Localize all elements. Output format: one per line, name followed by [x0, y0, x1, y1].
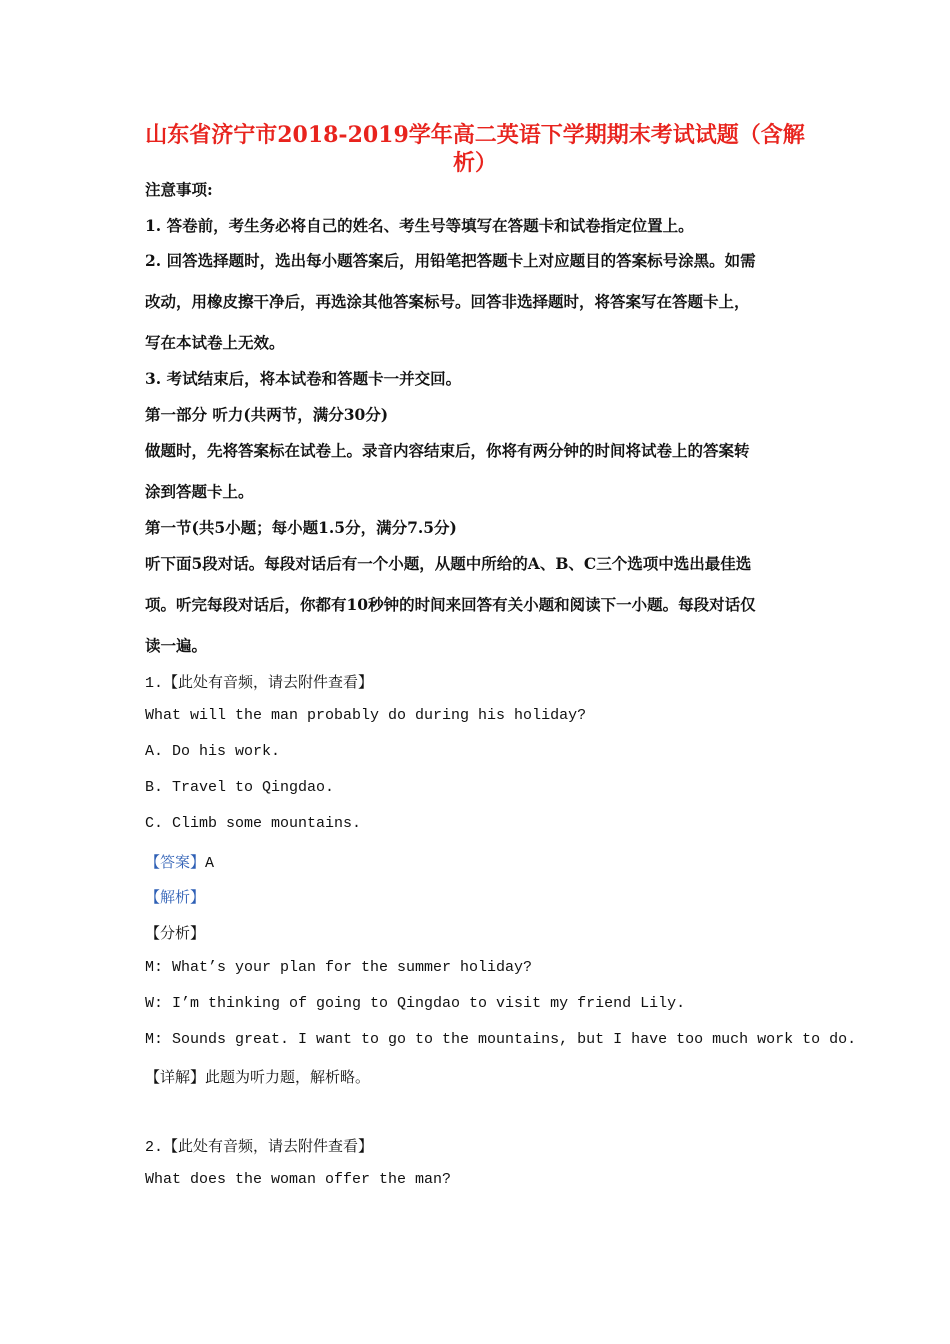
part1-intro-line-1: 做题时，先将答案标在试卷上。录音内容结束后，你将有两分钟的时间将试卷上的答案转 [145, 441, 750, 460]
q1-audio-note: 1.【此处有音频，请去附件查看】 [145, 675, 374, 692]
q1-question: What will the man probably do during his holiday? [145, 707, 587, 724]
document-title [100, 121, 850, 177]
section1-intro-line-3: 读一遍。 [145, 636, 208, 655]
q1-answer [145, 851, 214, 872]
title-line-2: 析） [452, 150, 497, 176]
section1-intro-line-1: 听下面5段对话。每段对话后有一个小题，从题中所给的A、B、C三个选项中选出最佳选 [145, 554, 752, 573]
notice-item-2-line-3: 写在本试卷上无效。 [145, 333, 285, 352]
q1-dialog-line-1: M: What’s your plan for the summer holiday? [145, 959, 533, 976]
notice-heading: 注意事项: [145, 180, 213, 199]
section1-heading: 第一节(共5小题；每小题1.5分，满分7.5分) [145, 518, 457, 537]
part1-heading: 第一部分 听力(共两节，满分30分) [145, 405, 389, 424]
part1-intro-line-2: 涂到答题卡上。 [145, 482, 254, 501]
notice-item-3: 3. 考试结束后，将本试卷和答题卡一并交回。 [145, 369, 462, 388]
q1-option-a: A. Do his work. [145, 743, 281, 760]
q1-option-c: C. Climb some mountains. [145, 815, 362, 832]
q1-option-b: B. Travel to Qingdao. [145, 779, 335, 796]
q1-answer-value: A [205, 855, 215, 872]
q2-audio-note: 2.【此处有音频，请去附件查看】 [145, 1139, 374, 1156]
q1-dialog-line-2: W: I’m thinking of going to Qingdao to visit my friend Lily. [145, 995, 686, 1012]
q1-detail: 【详解】此题为听力题，解析略。 [145, 1070, 371, 1087]
notice-item-2-line-1: 2. 回答选择题时，选出每小题答案后，用铅笔把答题卡上对应题目的答案标号涂黑。如需 [145, 251, 756, 270]
q2-question: What does the woman offer the man? [145, 1171, 452, 1188]
notice-item-1: 1. 答卷前，考生务必将自己的姓名、考生号等填写在答题卡和试卷指定位置上。 [145, 216, 694, 235]
q1-explain-label: 【解析】 [145, 890, 206, 907]
q1-analysis-label: 【分析】 [145, 926, 206, 943]
q1-answer-label: 【答案】 [145, 855, 206, 872]
title-line-1: 山东省济宁市2018-2019学年高二英语下学期期末考试试题（含解 [145, 122, 805, 148]
section1-intro-line-2: 项。听完每段对话后，你都有10秒钟的时间来回答有关小题和阅读下一小题。每段对话仅 [145, 595, 756, 614]
q1-dialog-line-3: M: Sounds great. I want to go to the mountains, but I have too much work to do. [145, 1031, 857, 1048]
notice-item-2-line-2: 改动，用橡皮擦干净后，再选涂其他答案标号。回答非选择题时，将答案写在答题卡上， [145, 292, 750, 311]
